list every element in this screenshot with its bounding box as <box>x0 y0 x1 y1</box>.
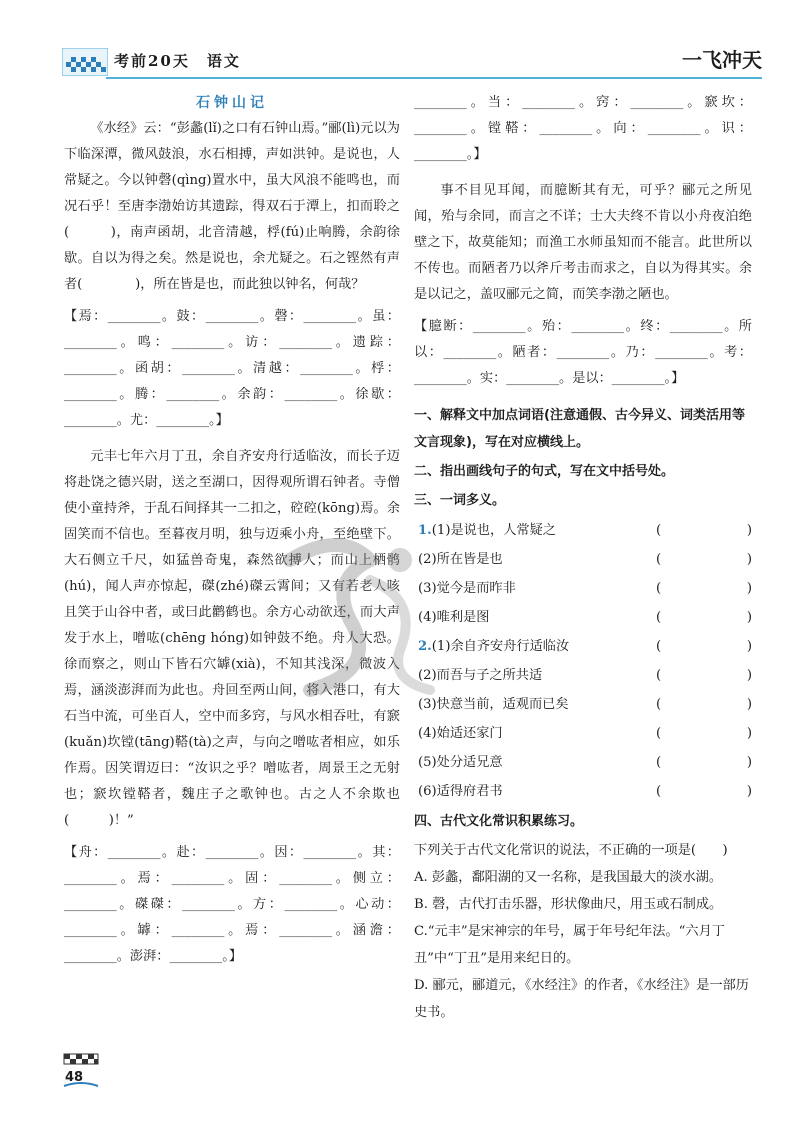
polysemy-item: (3)觉今是而昨非 ( ) <box>414 574 752 603</box>
question-4-stem: 下列关于古代文化常识的说法，不正确的一项是( ) <box>414 843 728 858</box>
answer-blank[interactable]: ( ) <box>656 581 752 596</box>
polysemy-item: (6)适得府君书 ( ) <box>414 777 752 806</box>
polysemy-item: 2.(1)余自齐安舟行适临汝 ( ) <box>414 632 752 661</box>
page-number: 48 <box>65 1070 84 1085</box>
vocab-fill-3[interactable]: 【臆断：________。殆：________。终：________。所以：________。陋者：________。乃：________。考：________。实：________。是以：________。】 <box>414 319 752 386</box>
polysemy-group-1 <box>414 516 752 632</box>
vocab-fill-2-continued[interactable]: ________。当：________。窍：________。窾坎：________。镗鞳：________。向：________。识：________。】 <box>414 95 752 162</box>
answer-blank[interactable]: ( ) <box>656 784 752 799</box>
answer-blank[interactable]: ( ) <box>656 726 752 741</box>
header-title: 考前20天 语文 <box>114 52 241 70</box>
answer-blank[interactable]: ( ) <box>656 523 752 538</box>
brand-logo: 一飞冲天 <box>682 48 762 72</box>
polysemy-item: (3)快意当前，适观而已矣 ( ) <box>414 690 752 719</box>
right-column <box>414 90 752 1026</box>
option-b[interactable]: B. 磬，古代打击乐器，形状像曲尺，用玉或石制成。 <box>414 897 723 912</box>
polysemy-item: (4)始适还家门 ( ) <box>414 719 752 748</box>
answer-blank[interactable]: ( ) <box>656 668 752 683</box>
paragraph-1: 《水经》云：“彭蠡(lǐ)之口有石钟山焉。”郦(lì)元以为下临深潭，微风鼓浪，水石相搏，声如洪钟。是说也，人常疑之。今以钟磬(qìng)置水中，虽大风浪不能鸣也，而况石乎！至唐李渤始访其遗踪，得双石于潭上，扣而聆之( )，南声函胡，北音清越，桴(fú)止响腾，余韵徐歇。自以为得之矣。然是说也，余尤疑之。石之铿然有声者( )，所在皆是也，而此独以钟名，何哉？ <box>64 121 400 292</box>
question-4: 四、古代文化常识积累练习。 <box>414 814 584 829</box>
answer-blank[interactable]: ( ) <box>656 755 752 770</box>
article-title: 石钟山记 <box>196 95 268 111</box>
option-d[interactable]: D. 郦元，郦道元，《水经注》的作者，《水经注》是一部历史书。 <box>414 978 749 1020</box>
answer-blank[interactable]: ( ) <box>656 639 752 654</box>
answer-blank[interactable]: ( ) <box>656 610 752 625</box>
polysemy-item: (5)处分适兄意 ( ) <box>414 748 752 777</box>
question-2: 二、指出画线句子的句式，写在文中括号处。 <box>414 464 675 479</box>
polysemy-item: 1.(1)是说也，人常疑之 ( ) <box>414 516 752 545</box>
watermark-logo <box>250 520 460 710</box>
answer-blank[interactable]: ( ) <box>656 552 752 567</box>
question-3: 三、一词多义。 <box>414 493 506 508</box>
group-number: 1. <box>418 523 432 538</box>
page-header <box>62 44 762 78</box>
checkered-flag-icon <box>62 48 108 76</box>
paragraph-3: 事不目见耳闻，而臆断其有无，可乎？郦元之所见闻，殆与余同，而言之不详；士大夫终不肯以小舟夜泊绝壁之下，故莫能知；而渔工水师虽知而不能言。此世所以不传也。而陋者乃以斧斤考击而求之，自以为得其实。余是以记之，盖叹郦元之简，而笑李渤之陋也。 <box>414 183 752 302</box>
vocab-fill-2[interactable]: 【舟：________。赴：________。因：________。其：________。焉：________。固：________。侧立：________。磔磔：________。方：________。心动：________。罅：________。焉：________。涵澹：________。澎湃：________。】 <box>64 845 400 964</box>
answer-blank[interactable]: ( ) <box>656 697 752 712</box>
header-divider <box>106 77 762 79</box>
option-a[interactable]: A. 彭蠡，鄱阳湖的又一名称，是我国最大的淡水湖。 <box>414 870 723 885</box>
option-c[interactable]: C.“元丰”是宋神宗的年号，属于年号纪年法。“六月丁丑”中“丁丑”是用来纪日的。 <box>414 924 725 966</box>
paragraph-2: 元丰七年六月丁丑，余自齐安舟行适临汝，而长子迈将赴饶之德兴尉，送之至湖口，因得观所谓石钟者。寺僧使小童持斧，于乱石间择其一二扣之，硿硿(kōng)焉。余固笑而不信也。至暮夜月明，独与迈乘小舟，至绝壁下。大石侧立千尺，如猛兽奇鬼，森然欲搏人；而山上栖鹘(hú)，闻人声亦惊起，磔(zhé)磔云霄间；又有若老人咳且笑于山谷中者，或曰此鹳鹤也。余方心动欲还，而大声发于水上，噌吰(chēng hóng)如钟鼓不绝。舟人大恐。徐而察之，则山下皆石穴罅(xià)，不知其浅深，微波入焉，涵淡澎湃而为此也。舟回至两山间，将入港口，有大石当中流，可坐百人，空中而多窍，与风水相吞吐，有窾(kuǎn)坎镗(tāng)鞳(tà)之声，与向之噌吰者相应，如乐作焉。因笑谓迈曰：“汝识之乎？噌吰者，周景王之无射也；窾坎镗鞳者，魏庄子之歌钟也。古之人不余欺也( )！” <box>64 449 400 828</box>
polysemy-item: (2)而吾与子之所共适 ( ) <box>414 661 752 690</box>
vocab-fill-1[interactable]: 【焉：________。鼓：________。磬：________。虽：________。鸣：________。访：________。遗踪：________。函胡：________。清越：________。桴：________。腾：________。余韵：________。徐歇：________。尤：________。】 <box>64 309 400 428</box>
question-1: 一、解释文中加点词语(注意通假、古今异义、词类活用等文言现象)，写在对应横线上。 <box>414 408 745 450</box>
polysemy-item: (2)所在皆是也 ( ) <box>414 545 752 574</box>
polysemy-item: (4)唯利是图 ( ) <box>414 603 752 632</box>
polysemy-group-2 <box>414 632 752 806</box>
group-number: 2. <box>418 639 432 654</box>
